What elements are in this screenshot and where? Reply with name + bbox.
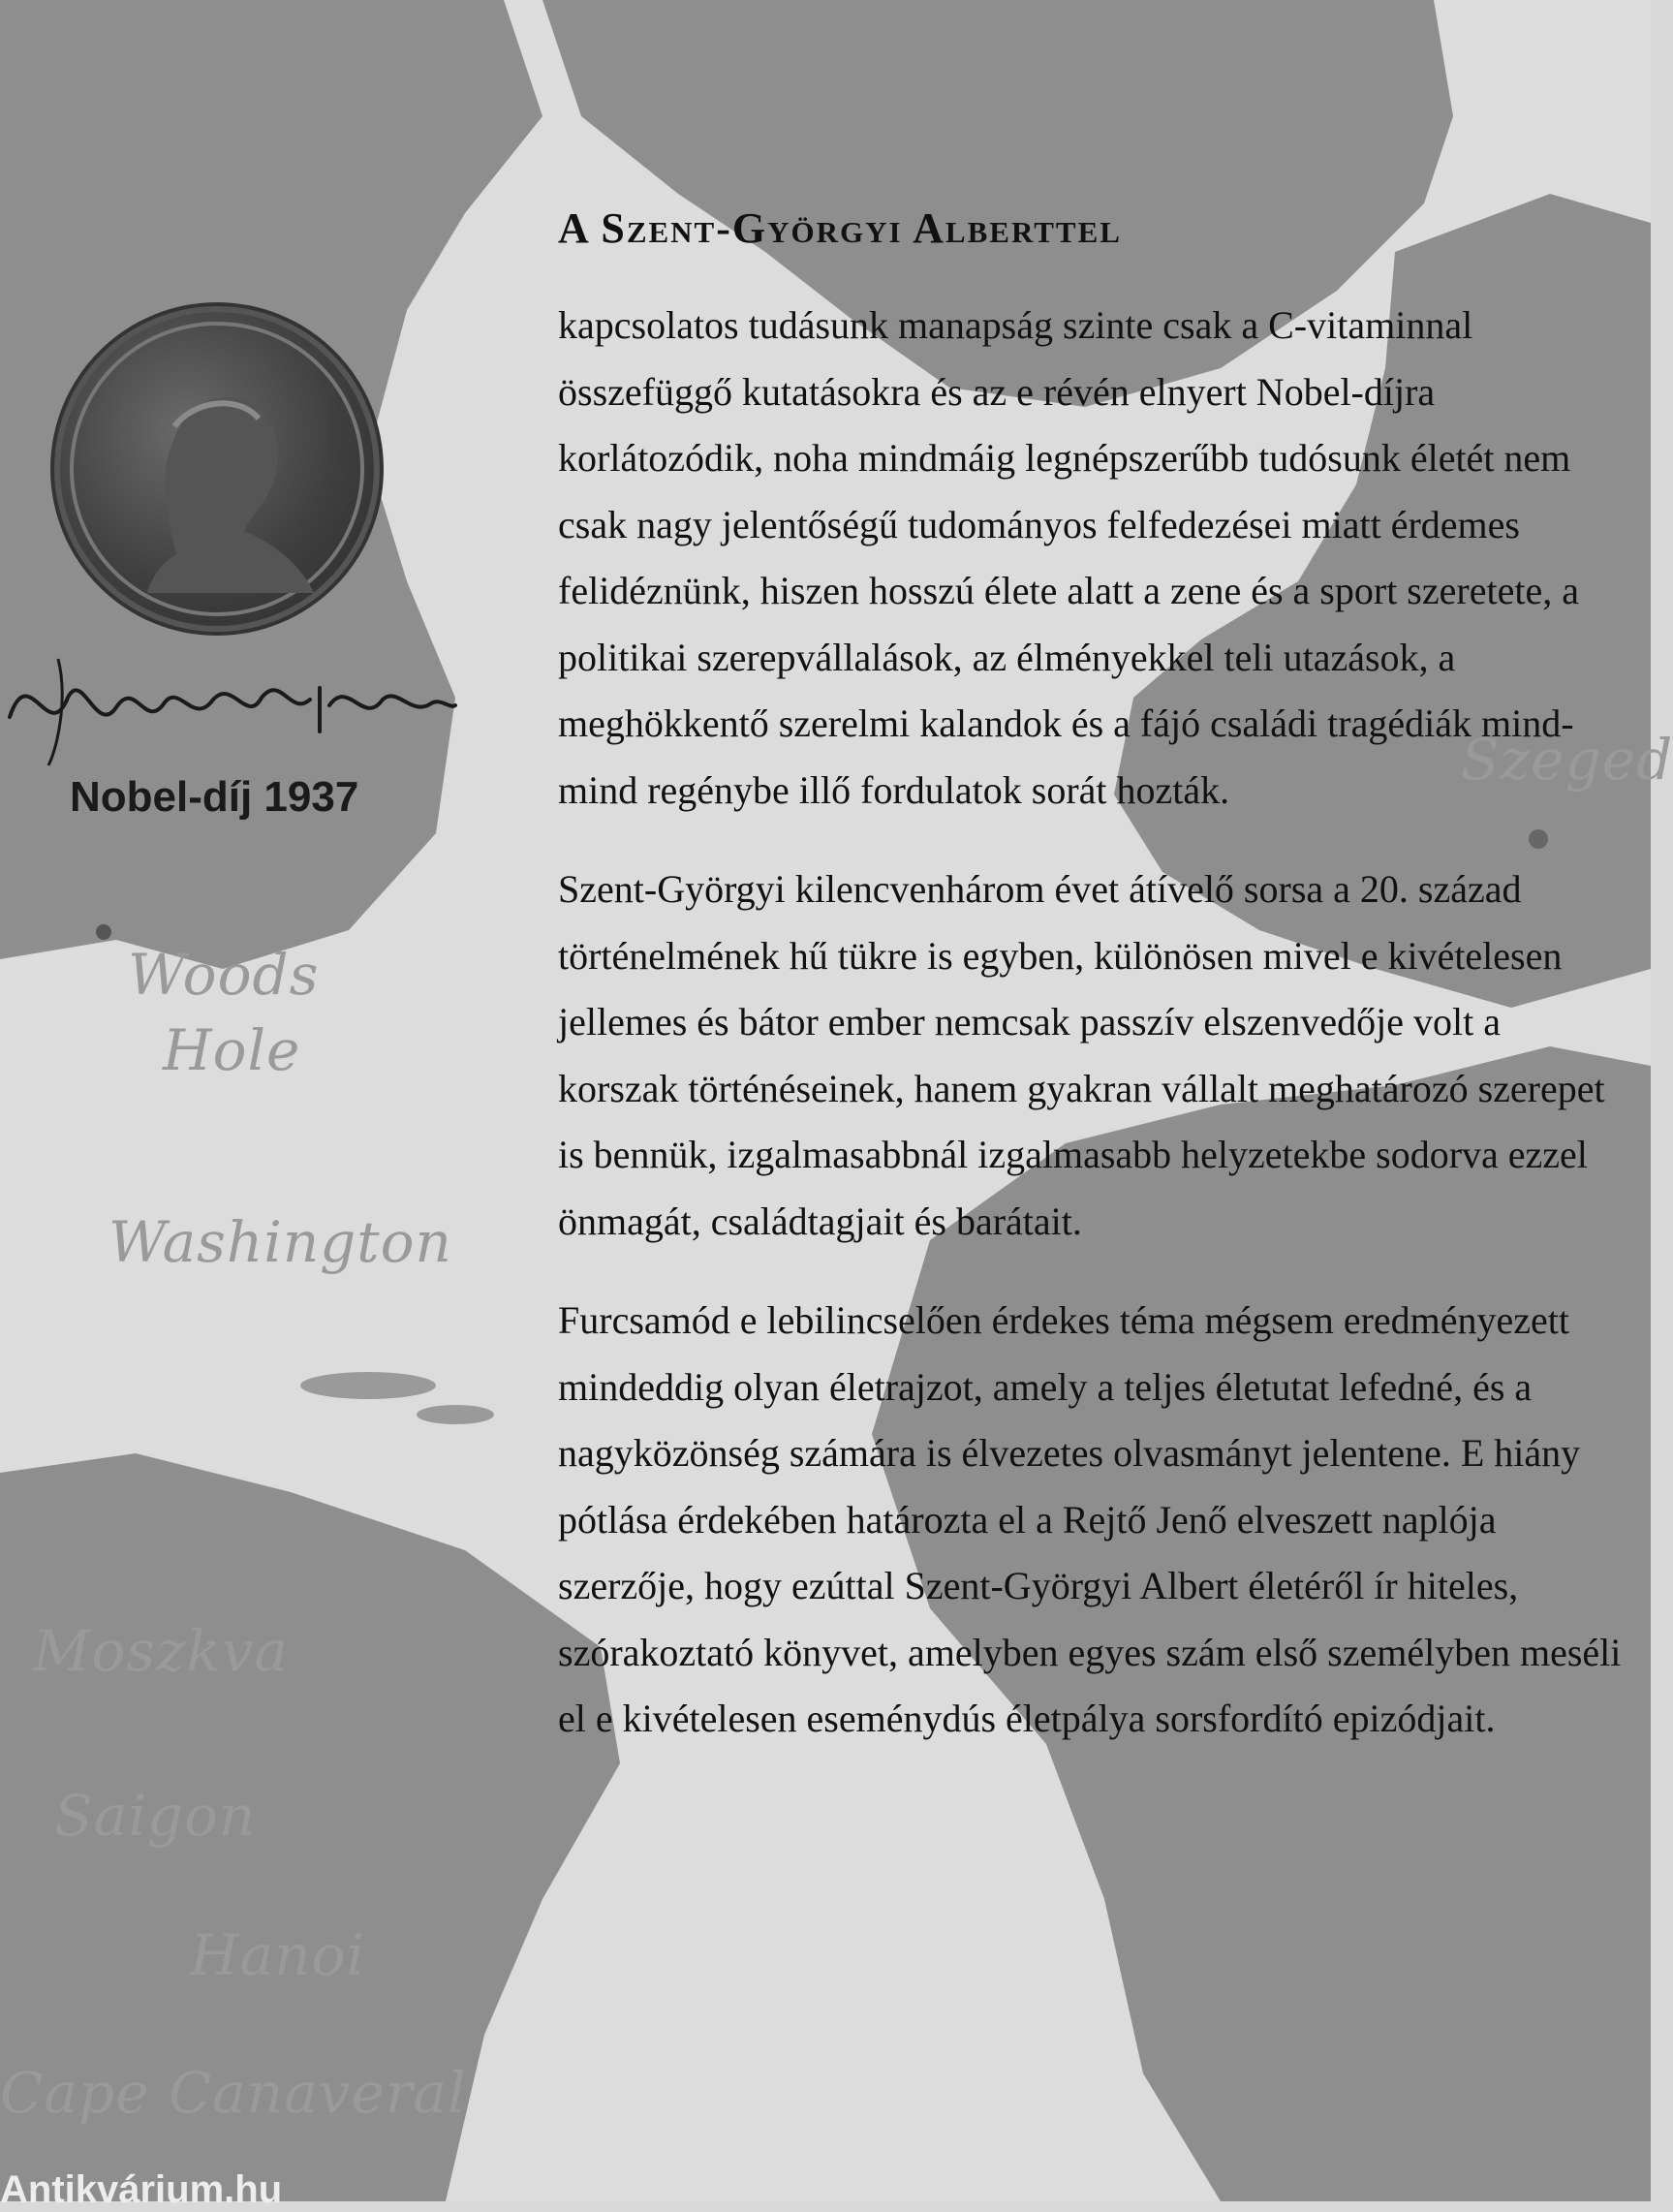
city-label-moszkva: Moszkva (33, 1618, 290, 1684)
paragraph-1: kapcsolatos tudásunk manapság szinte csak a C-vitaminnal összefüggő kutatásokra és az e révén elnyert Nobel-díjra korlátozódik, noha mindmáig legnépszerűbb tudósunk életét nem csak nagy jelentőségű tudományos felfedezései miatt érdemes felidéznünk, hiszen hosszú élete alatt a zene és a sport szeretete, a politikai szerepvállalások, az élményekkel teli utazások, a meghökkentő szerelmi kalandok és a fájó családi tragédiák mind-mind regénybe illő fordulatok sorát hozták. (558, 303, 1579, 812)
city-label-szeged: Szeged (1461, 727, 1673, 793)
city-label-woods-hole-2: Hole (163, 1017, 301, 1083)
body-text (558, 293, 1624, 1786)
watermark: Antikvárium.hu (0, 2168, 283, 2211)
page-heading: A Szent-Györgyi Alberttel (558, 204, 1122, 252)
medal-portrait-icon (60, 312, 374, 626)
city-label-cape-canaveral: Cape Canaveral (0, 2060, 467, 2126)
nobel-prize-caption: Nobel-díj 1937 (70, 773, 359, 821)
city-label-woods-hole-1: Woods (128, 942, 320, 1008)
city-label-hanoi: Hanoi (190, 1922, 365, 1988)
nobel-medal-image (60, 312, 374, 626)
paragraph-2: Szent-Györgyi kilencvenhárom évet átívelő sorsa a 20. század történelmének hű tükre is egyben, különösen mivel e kivételesen jellemes és bátor ember nemcsak passzív elszenvedője volt a korszak történéseinek, hanem gyakran vállalt meghatározó szerepet is bennük, izgalmasabbnál izgalmasabb helyzetekbe sodorva ezzel önmagát, családtagjait és barátait. (558, 867, 1605, 1243)
signature (0, 639, 465, 775)
city-label-saigon: Saigon (54, 1783, 257, 1849)
paragraph-3: Furcsamód e lebilincselően érdekes téma mégsem eredményezett mindeddig olyan életrajzot, amely a teljes életutat lefedné, és a nagyközönség számára is élvezetes olvasmányt jelentene. E hiány pótlása érdekében határozta el a Rejtő Jenő elveszett naplója szerzője, hogy ezúttal Szent-Györgyi Albert életéről ír hiteles, szórakoztató könyvet, amelyben egyes szám első személyben meséli el e kivételesen eseménydús életpálya sorsfordító epizódjait. (558, 1298, 1622, 1740)
city-marker-woods-hole (96, 924, 111, 940)
city-label-washington: Washington (108, 1209, 452, 1275)
